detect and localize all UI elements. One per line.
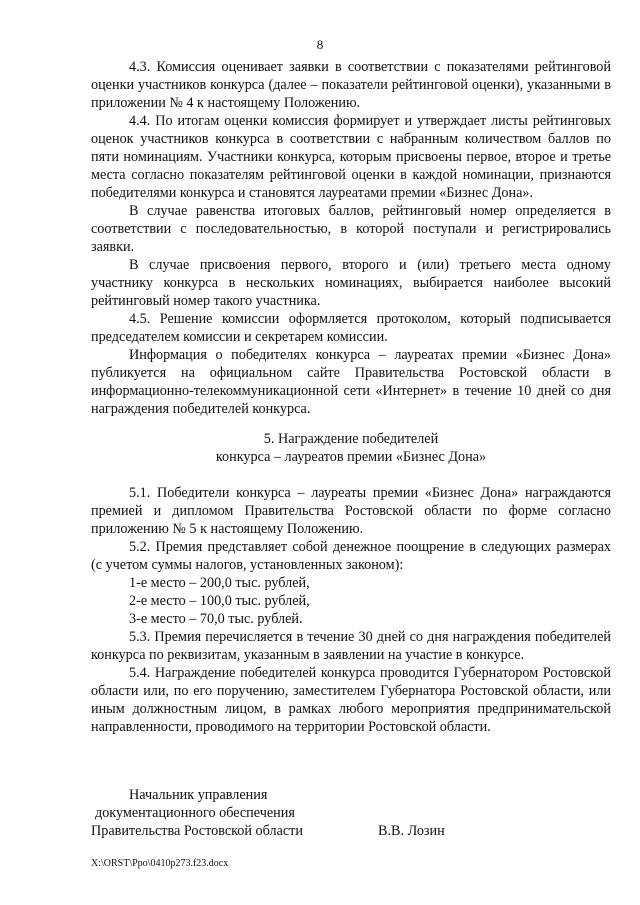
paragraph-5-2: 5.2. Премия представляет собой денежное поощрение в следующих размерах (с учетом суммы налогов, установленных законом): [91,539,611,573]
page-number: 8 [316,37,324,52]
paragraph-5-4: 5.4. Награждение победителей конкурса проводится Губернатором Ростовской области или, по его поручению, заместителем Губернатора Ростовской области, или иным должностным лицом, в рамках любого мероприятия предпринимательской направленности, проводимого на территории Ростовской области. [91,665,611,735]
paragraph-5-1: 5.1. Победители конкурса – лауреаты премии «Бизнес Дона» награждаются премией и дипломом Правительства Ростовской области по форме согласно приложению № 5 к настоящему Положению. [91,485,611,537]
section-5-heading-line-1: 5. Награждение победителей [263,431,439,447]
prize-third-place: 3-е место – 70,0 тыс. рублей. [129,611,303,627]
prize-second-place: 2-е место – 100,0 тыс. рублей, [129,593,310,609]
section-5-heading [91,430,611,466]
paragraph-5-3: 5.3. Премия перечисляется в течение 30 дней со дня награждения победителей конкурса по реквизитам, указанным в заявлении на участие в конкурсе. [91,629,611,663]
file-path-footer: X:\ORST\Ppo\0410p273.f23.docx [91,858,229,869]
paragraph-4-5: 4.5. Решение комиссии оформляется протоколом, который подписывается председателем комиссии и секретарем комиссии. [91,311,611,345]
section-5-heading-line-2: конкурса – лауреатов премии «Бизнес Дона» [215,449,487,465]
paragraph-4-3: 4.3. Комиссия оценивает заявки в соответствии с показателями рейтинговой оценки участников конкурса (далее – показатели рейтинговой оценки), указанными в приложении № 4 к настоящему Положению. [91,59,611,111]
paragraph-tie-rule: В случае равенства итоговых баллов, рейтинговый номер определяется в соответствии с последовательностью, в которой поступали и регистрировались заявки. [91,203,611,255]
signatory-name: В.В. Лозин [378,823,445,839]
paragraph-multiple-places: В случае присвоения первого, второго и (или) третьего места одному участнику конкурса в нескольких номинациях, выбирается наиболее высокий рейтинговый номер такого участника. [91,257,611,309]
signature-title-line-2: документационного обеспечения [95,805,295,821]
paragraph-publication: Информация о победителях конкурса – лауреатах премии «Бизнес Дона» публикуется на официальном сайте Правительства Ростовской области в информационно-телекоммуникационной сети «Интернет» в течение 10 дней со дня награждения победителей конкурса. [91,347,611,417]
prize-first-place: 1-е место – 200,0 тыс. рублей, [129,575,310,591]
signature-title-line-1: Начальник управления [129,787,268,803]
section-4-body [91,58,611,418]
signature-title-line-3: Правительства Ростовской области [91,823,303,839]
paragraph-4-4: 4.4. По итогам оценки комиссия формирует и утверждает листы рейтинговых оценок участников конкурса в соответствии с набранным количеством баллов по пяти номинациям. Участники конкурса, которым присвоены первое, второе и третье места согласно показателям рейтинговой оценки в каждой номинации, признаются победителями конкурса и становятся лауреатами премии «Бизнес Дона». [91,113,611,201]
section-5-body [91,484,611,736]
